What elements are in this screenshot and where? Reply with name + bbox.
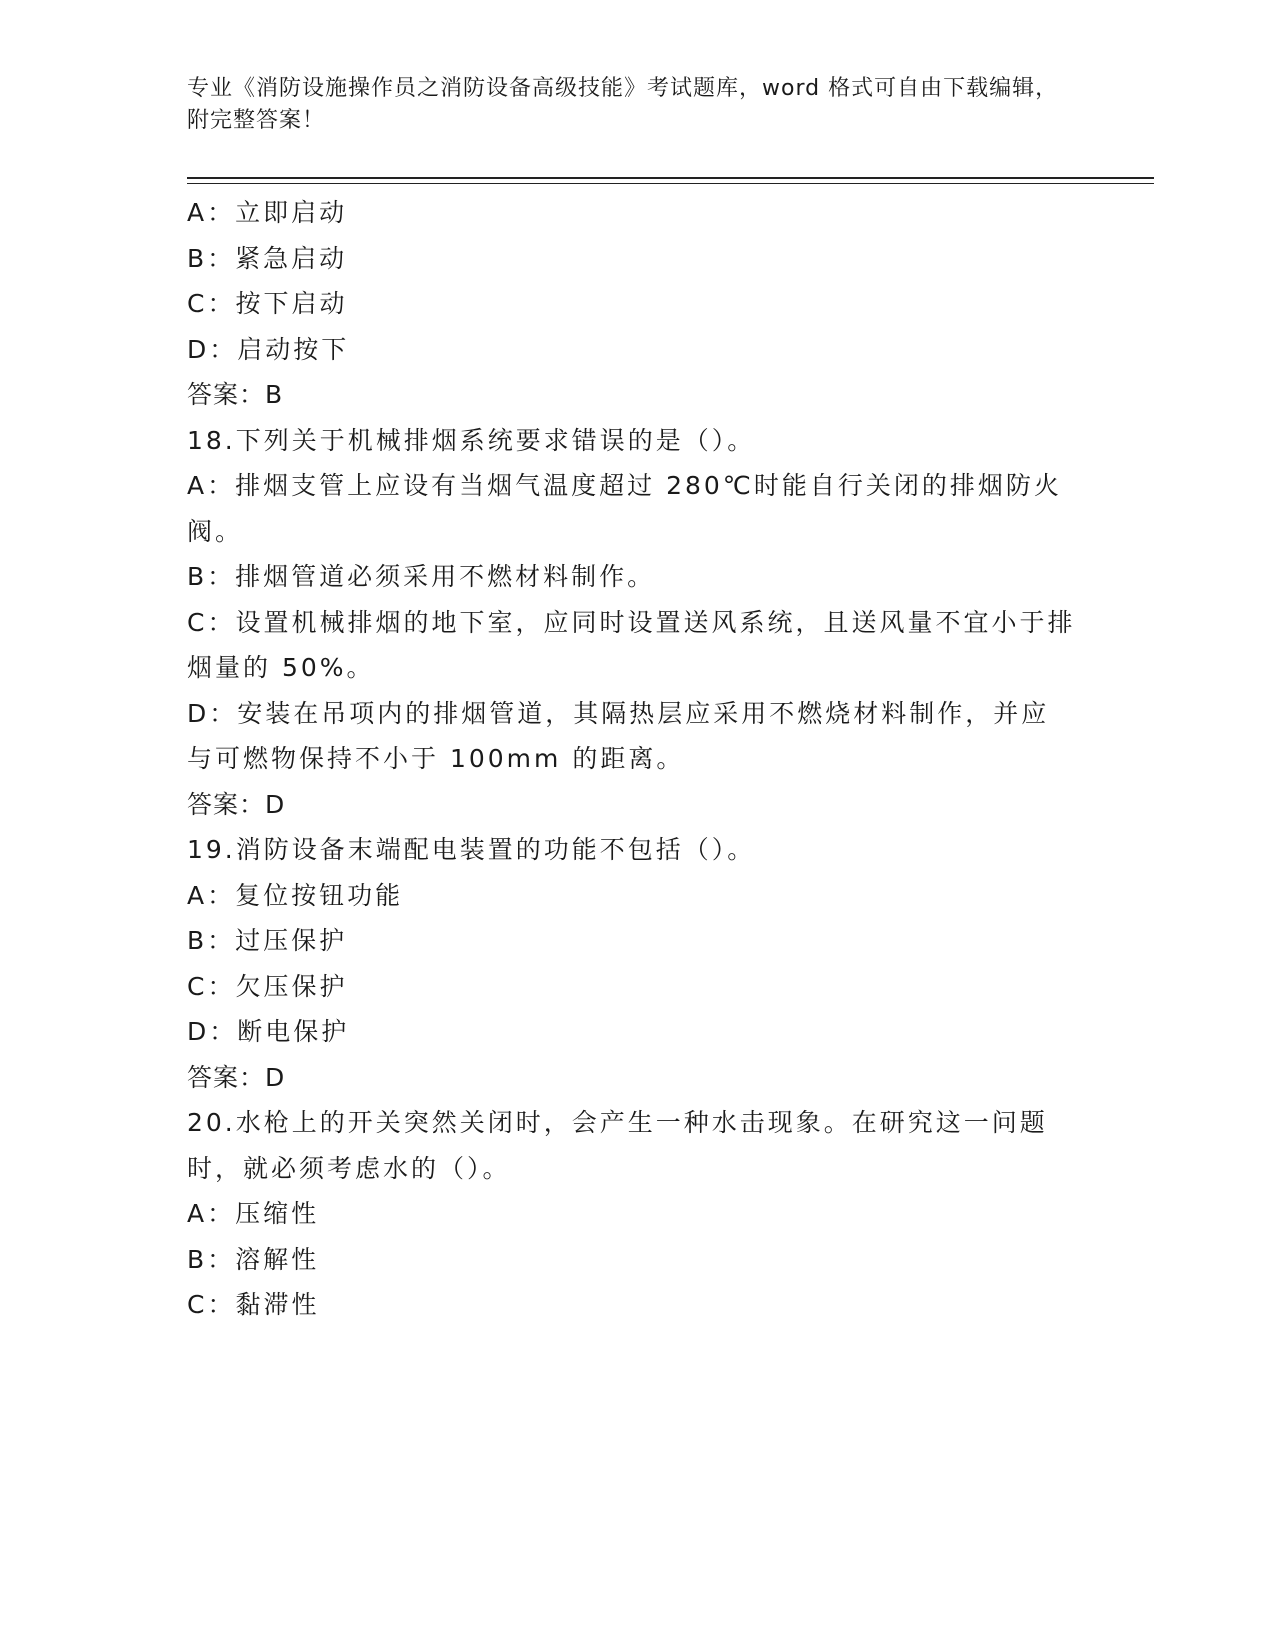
header-rule-thick <box>187 177 1154 179</box>
option-b: B：溶解性 <box>187 1244 320 1274</box>
question-content <box>187 190 1077 1328</box>
option-b: B：紧急启动 <box>187 243 348 273</box>
option-a: A：复位按钮功能 <box>187 880 404 910</box>
question-19 <box>187 827 1077 1100</box>
header-rule-thin <box>187 183 1154 184</box>
question-18 <box>187 418 1077 828</box>
answer-line: 答案：D <box>187 1062 286 1092</box>
question-stem: 18.下列关于机械排烟系统要求错误的是（）。 <box>187 425 756 455</box>
question-stem: 20.水枪上的开关突然关闭时，会产生一种水击现象。在研究这一问题时，就必须考虑水的（）。 <box>187 1108 1048 1183</box>
option-a: A：压缩性 <box>187 1199 320 1228</box>
option-b: B：排烟管道必须采用不燃材料制作。 <box>187 562 656 591</box>
option-a: A：排烟支管上应设有当烟气温度超过 280℃时能自行关闭的排烟防火阀。 <box>187 471 1062 546</box>
answer-line: 答案：B <box>187 380 284 409</box>
option-d: D：断电保护 <box>187 1017 350 1046</box>
option-d: D：安装在吊项内的排烟管道，其隔热层应采用不燃烧材料制作，并应与可燃物保持不小于 100mm 的距离。 <box>187 698 1050 773</box>
option-c: C：设置机械排烟的地下室，应同时设置送风系统，且送风量不宜小于排烟量的 50%。 <box>187 607 1076 682</box>
question-stem: 19.消防设备末端配电装置的功能不包括（）。 <box>187 835 756 864</box>
option-b: B：过压保护 <box>187 926 348 955</box>
option-d: D：启动按下 <box>187 334 350 364</box>
prev-question-block <box>187 190 1077 418</box>
option-c: C：黏滞性 <box>187 1290 320 1319</box>
answer-line: 答案：D <box>187 789 286 819</box>
option-a: A：立即启动 <box>187 198 348 227</box>
document-header: 专业《消防设施操作员之消防设备高级技能》考试题库，word 格式可自由下载编辑，附完整答案！ <box>187 76 1059 133</box>
question-20 <box>187 1100 1077 1328</box>
option-c: C：按下启动 <box>187 289 348 318</box>
option-c: C：欠压保护 <box>187 971 348 1001</box>
